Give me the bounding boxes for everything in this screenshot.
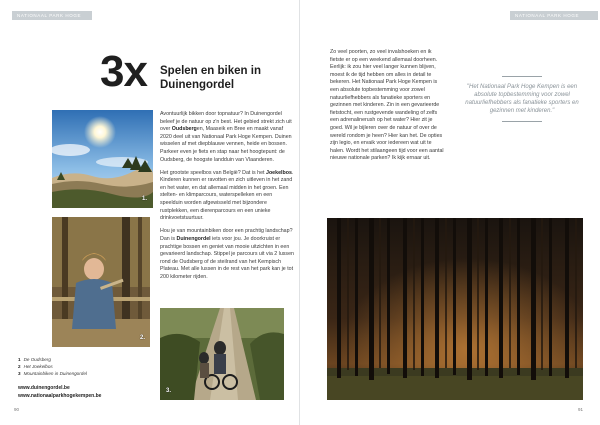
quote-rule-top [502, 76, 542, 77]
photo-joekelbos [52, 217, 150, 347]
feature-title [160, 64, 290, 92]
feature-title-line2: Duinengordel [160, 79, 235, 91]
page-number-right: 91 [578, 407, 584, 412]
body-column [160, 111, 294, 287]
photo-captions [18, 356, 158, 377]
right-body-text: Zo veel poorten, zo veel invalshoeken en ik fietste er op een weekend allemaal doorheen. Eerlijk: ik zou hier veel langer kunnen blijven, moest ik de tijd hebben om alles in detail te bekeren. Het Nationaal Park Hoge Kempen is een absolute topbestemming voor zowel natuurliefhebbers als fanatieke sporters en gezinnen met kinderen. Zin in een gevarieerde fietstocht, een rustgevende wandeling of zelfs een adrenalinerush op het water? Hier zit je goed. Wil je bijleren over de natuur of over de wereld rondom je heen? Hier kan het. De opties zijn legio, en ervaik voor iedereen wat uit te halen. Wordt het stilaangeen tijd voor een aantal nieuwe nationale parken? Ik kijk ernaar uit. [330, 49, 444, 162]
page-number-left: 90 [14, 407, 20, 412]
caption-2-text: Het Joekelbos [23, 364, 53, 369]
caption-1-text: De Oudsberg [23, 357, 51, 362]
oudsberg-image [52, 110, 153, 208]
pull-quote [462, 76, 582, 121]
photo-number-1: 1. [142, 196, 148, 202]
photo-mountainbike [160, 308, 284, 400]
pull-quote-text: "Het Nationaal Park Hoge Kempen is een absolute topbestemming voor zowel natuurliefhebbers als fanatieke sporters en gezinnen met kinderen." [465, 83, 579, 114]
photo-forest [327, 218, 583, 400]
feature-title-line1: Spelen en biken in [160, 65, 261, 77]
link-nationaalpark[interactable]: www.nationaalparkhogekempen.be [18, 392, 102, 399]
caption-2-number: 2 [18, 364, 21, 369]
caption-2 [18, 363, 158, 370]
caption-3-text: Mountainbiken in Duinengordel [23, 371, 87, 376]
photo-number-2: 2. [140, 335, 146, 341]
body-paragraph-1: Avontuurlijk bikken door topnatuur? In Duinengordel beleef je de natuur op z'n best. Het gebied strekt zich uit over Oudsbergen, Maaseik en Bree en maakt vanaf 2020 deel uit van Nationaal Park Hoge Kempen. Duinen wisselen af met diepblauwe vennen, heide en bossen. Parkeer even je fiets en stap naar het hoogtepunt: de Oudsberg, de hoogste landduin van Vlaanderen. [160, 111, 292, 163]
quote-rule-bottom [502, 121, 542, 122]
body-paragraph-3: Hou je van mountainbiken door een prachtig landschap? Dan is Duinengordel iets voor jou. Je doorkruist er prachtige bossen en geniet van mooie uitzichten in een gevarieerd landschap. Stippel je parcours uit via 2 lussen rond de Oudsberg of de steilrand van het Kempisch Plateau. Met alle lussen in de rest van het park kan je tot 200 kilometer rijden. [160, 228, 294, 280]
forest-image [327, 218, 583, 400]
caption-3-number: 3 [18, 371, 21, 376]
section-tab-right: NATIONAAL PARK HOGE KEMPEN [510, 11, 598, 20]
right-body-column [330, 49, 446, 163]
caption-1-number: 1 [18, 357, 21, 362]
caption-1 [18, 356, 158, 363]
feature-number: 3x [100, 47, 147, 96]
photo-oudsberg [52, 110, 153, 208]
mountainbike-image [160, 308, 284, 400]
caption-3 [18, 370, 158, 377]
web-links [18, 385, 101, 400]
section-tab-left: NATIONAAL PARK HOGE KEMPEN [12, 11, 92, 20]
joekelbos-image [52, 217, 150, 347]
body-paragraph-2: Het grootste speelbos van België? Dat is het Joekelbos. Kinderen kunnen er ravotten en zich uitleven in het zand en het water, en dat allemaal midden in het groen. Een stelten- en klimparcours, waterspelleken en een speelduin worden afgewisseld met bijzondere rustplekken, een dierenparcours en een unieke drinkvoetstuurtuur. [160, 169, 294, 222]
link-duinengordel[interactable]: www.duinengordel.be [18, 385, 70, 391]
photo-number-3: 3. [166, 388, 172, 394]
